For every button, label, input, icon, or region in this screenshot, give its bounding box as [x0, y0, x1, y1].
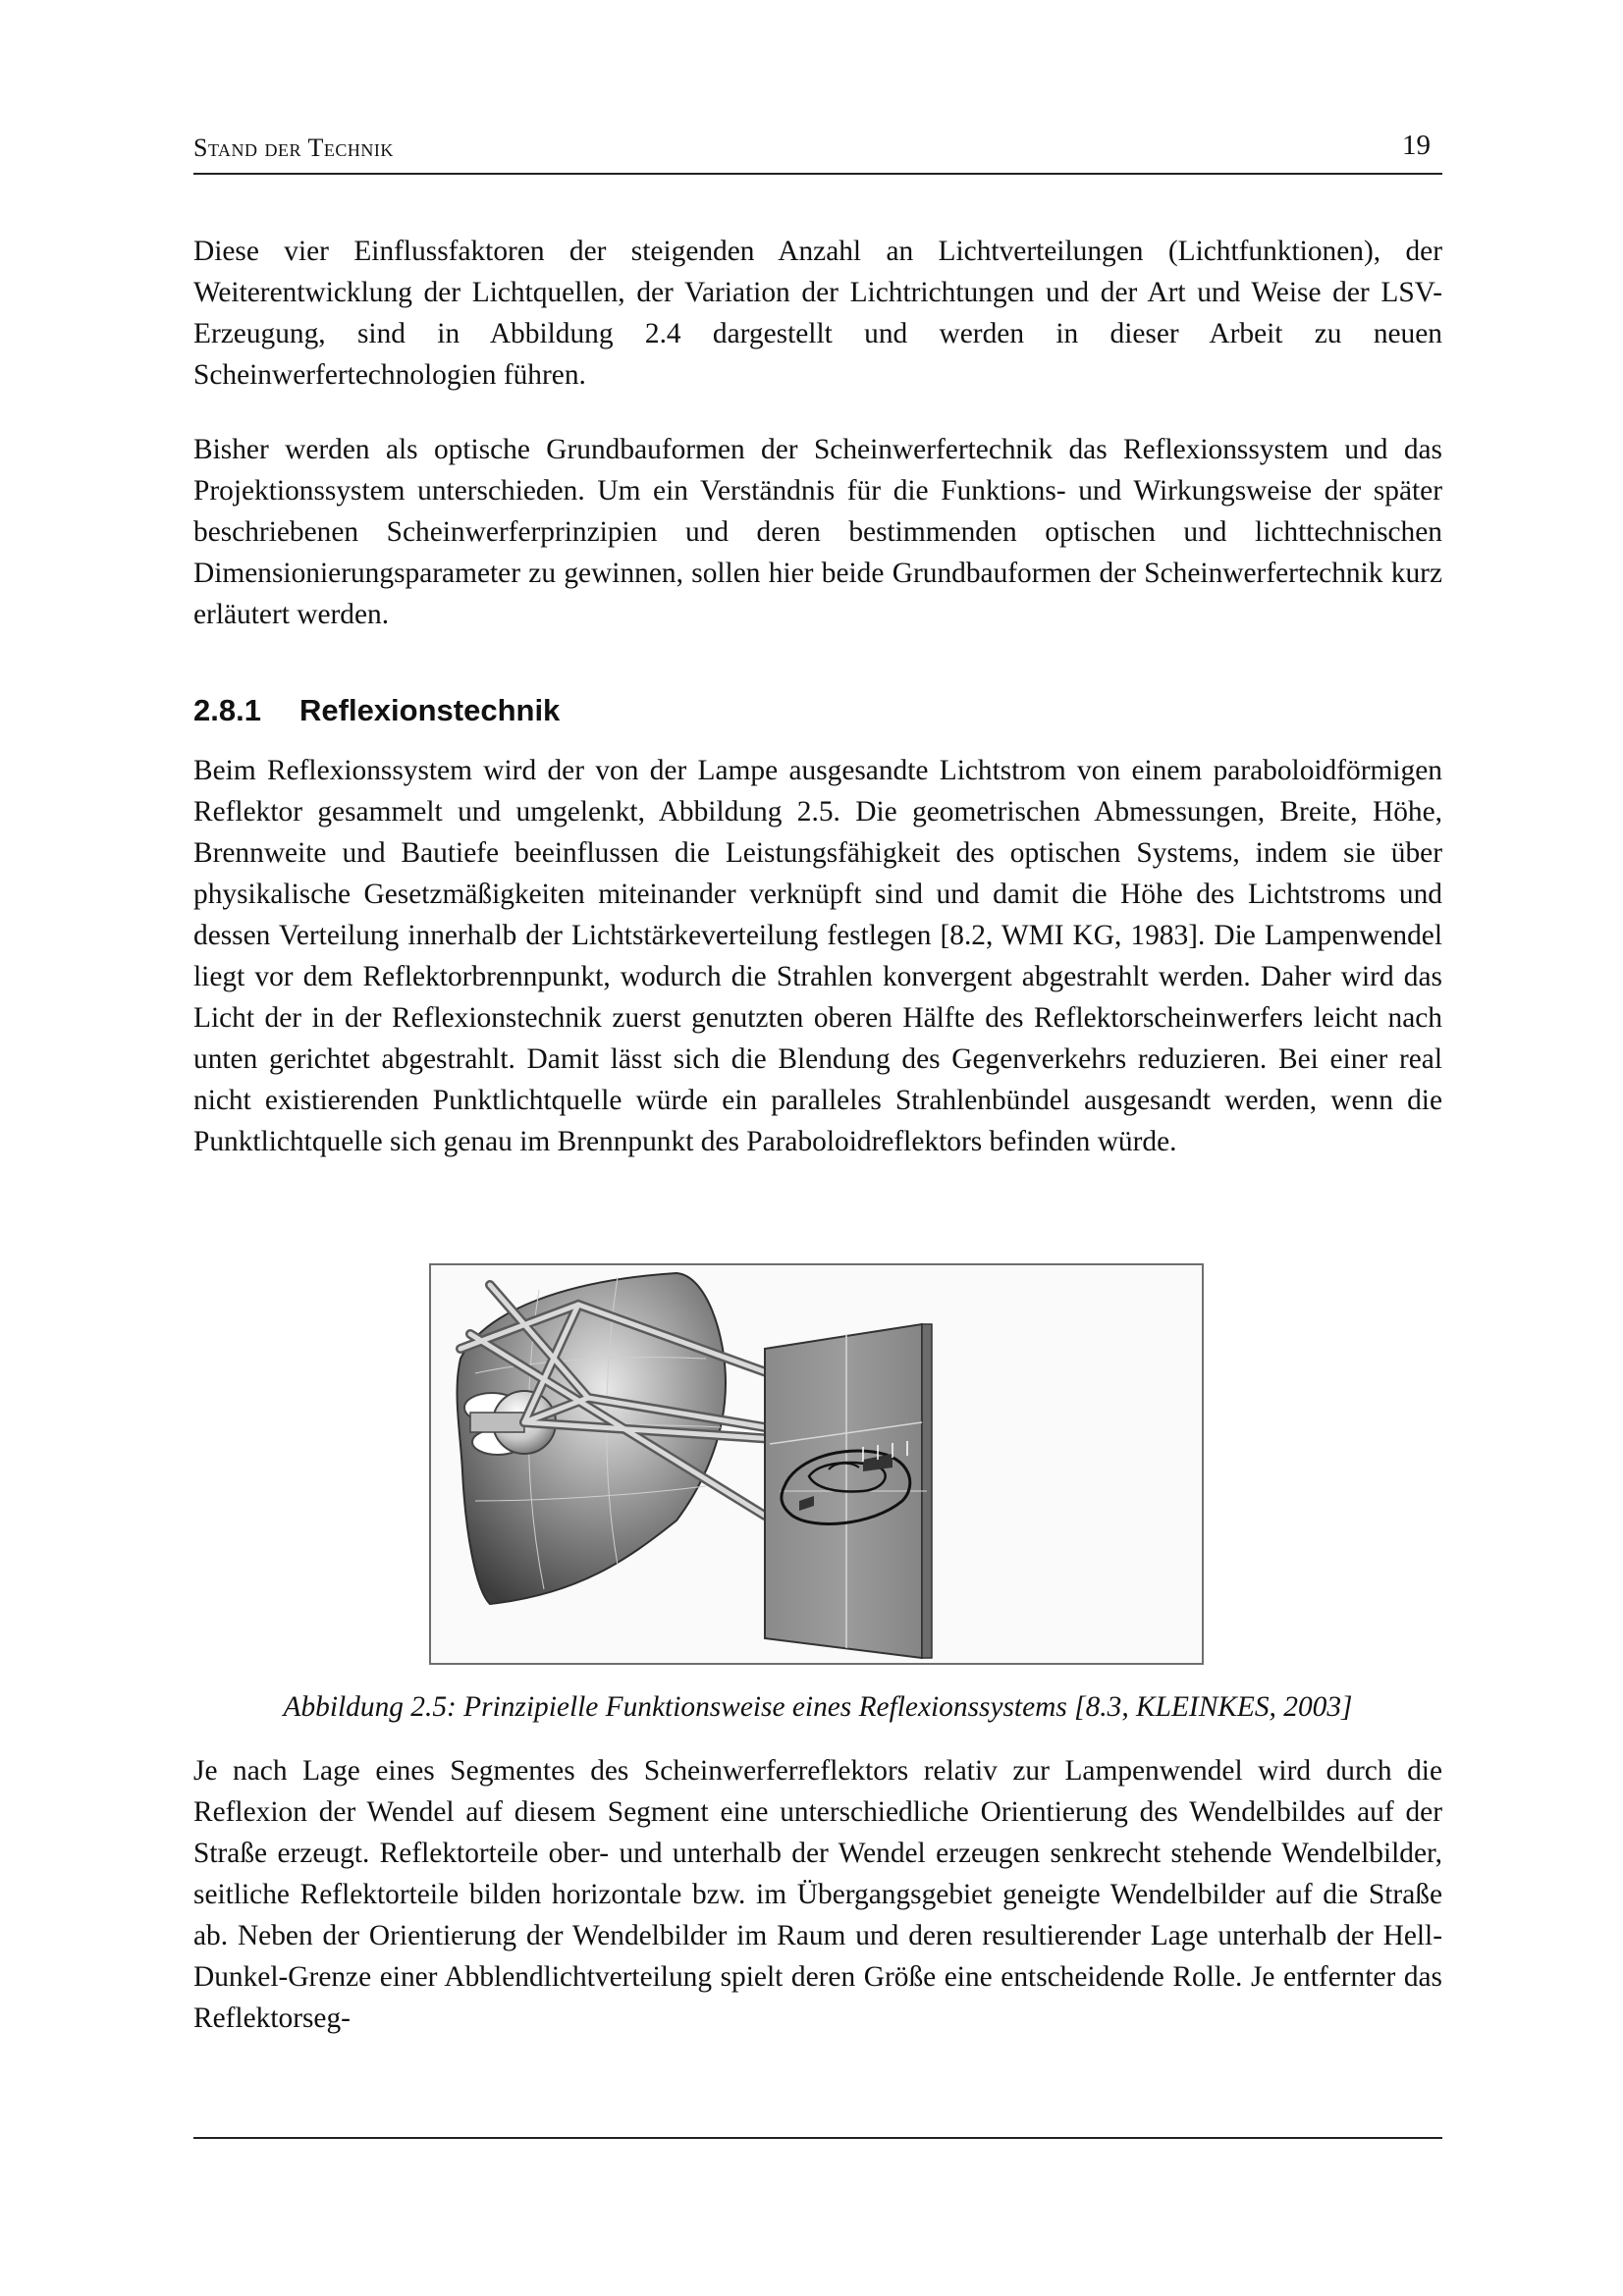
measuring-screen	[765, 1324, 932, 1658]
section-number: 2.8.1	[193, 693, 261, 727]
reflector-figure	[429, 1263, 1204, 1665]
paragraph-1: Diese vier Einflussfaktoren der steigenden Anzahl an Lichtverteilungen (Lichtfunktionen), der Weiterentwicklung der Lichtquellen, der Variation der Lichtrichtungen und der Art und Weise der LSV-Erzeugung, sind in Abbildung 2.4 dargestellt und werden in dieser Arbeit zu neuen Scheinwerfertechnologien führen.	[193, 236, 1442, 391]
page-header	[193, 128, 1442, 175]
footer-rule	[193, 2137, 1442, 2139]
section-title: Reflexionstechnik	[299, 693, 561, 727]
reflector-illustration	[431, 1265, 1202, 1663]
running-title: Stand der Technik	[193, 133, 394, 162]
paragraph-2: Bisher werden als optische Grundbauformen der Scheinwerfertechnik das Reflexionssystem und das Projektionssystem unterschieden. Um ein Verständnis für die Funktions- und Wirkungsweise der später beschriebenen Scheinwerferprinzipien und deren bestimmenden optischen und lichttechnischen Dimensionierungsparameter zu gewinnen, sollen hier beide Grundbauformen der Scheinwerfertechnik kurz erläutert werden.	[193, 434, 1442, 630]
figure-caption: Abbildung 2.5: Prinzipielle Funktionsweise eines Reflexionssystems [8.3, KLEINKES, 2003]	[283, 1691, 1353, 1723]
paragraph-4: Je nach Lage eines Segmentes des Scheinwerferreflektors relativ zur Lampenwendel wird durch die Reflexion der Wendel auf diesem Segment eine unterschiedliche Orientierung des Wendelbildes auf der Straße erzeugt. Reflektorteile ober- und unterhalb der Wendel erzeugen senkrecht stehende Wendelbilder, seitliche Reflektorteile bilden horizontale bzw. im Übergangsgebiet geneigte Wendelbilder auf die Straße ab. Neben der Orientierung der Wendelbilder im Raum und deren resultierender Lage unterhalb der Hell-Dunkel-Grenze einer Abblendlichtverteilung spielt deren Größe eine entscheidende Rolle. Je entfernter das Reflektorseg-	[193, 1755, 1442, 2034]
page-number: 19	[1402, 130, 1431, 161]
section-heading	[193, 693, 560, 728]
paragraph-3: Beim Reflexionssystem wird der von der Lampe ausgesandte Lichtstrom von einem paraboloidförmigen Reflektor gesammelt und umgelenkt, Abbildung 2.5. Die geometrischen Abmessungen, Breite, Höhe, Brennweite und Bautiefe beeinflussen die Leistungsfähigkeit des optischen Systems, indem sie über physikalische Gesetzmäßigkeiten miteinander verknüpft sind und damit die Höhe des Lichtstroms und dessen Verteilung innerhalb der Lichtstärkeverteilung festlegen [8.2, WMI KG, 1983]. Die Lampenwendel liegt vor dem Reflektorbrennpunkt, wodurch die Strahlen konvergent abgestrahlt werden. Daher wird das Licht der in der Reflexionstechnik zuerst genutzten oberen Hälfte des Reflektorscheinwerfers leicht nach unten gerichtet abgestrahlt. Damit lässt sich die Blendung des Gegenverkehrs reduzieren. Bei einer real nicht existierenden Punktlichtquelle würde ein paralleles Strahlenbündel ausgesandt werden, wenn die Punktlichtquelle sich genau im Brennpunkt des Paraboloidreflektors befinden würde.	[193, 755, 1442, 1157]
